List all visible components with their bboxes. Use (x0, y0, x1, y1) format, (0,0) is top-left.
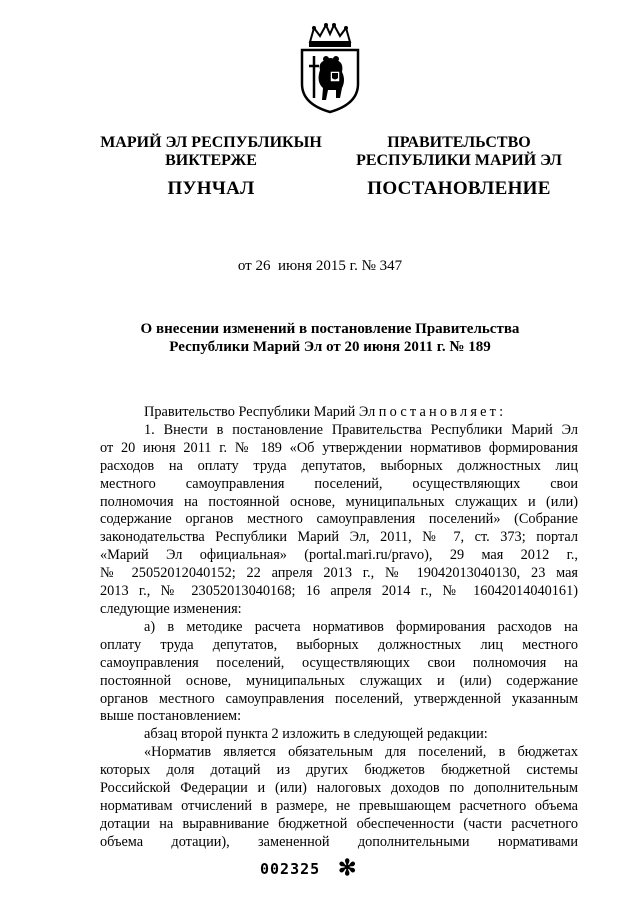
body-line: № 25052012040152; 22 апреля 2013 г., № 19042013040130, 23 мая (100, 565, 578, 582)
body-line: законодательства Республики Марий Эл, 2011, № 7, ст. 373; портал (100, 529, 578, 546)
body-line: нормативам отчислений в размере, не превышающем расчетного объема (100, 797, 578, 814)
body-line: оплату труда депутатов, выборных должностных лиц местного (100, 636, 578, 653)
document-title-line2: Республики Марий Эл от 20 июня 2011 г. № 189 (169, 339, 491, 355)
header-mari (92, 134, 330, 198)
header-russian-line1: ПРАВИТЕЛЬСТВО (387, 134, 531, 151)
body-line: 1. Внести в постановление Правительства Республики Марий Эл (144, 421, 578, 438)
body-line: выше постановлением: (100, 708, 242, 725)
body-line: самоуправления поселений, осуществляющих свои полномочия на (100, 654, 578, 671)
body-line: которых доля дотаций из других бюджетов бюджетной системы (100, 762, 578, 779)
body-line: от 20 июня 2011 г. № 189 «Об утверждении нормативов формирования (100, 439, 578, 456)
body-line: постоянной основе, муниципальных служащих и (или) содержание (100, 672, 578, 689)
body-line: «Норматив является обязательным для поселений, в бюджетах (144, 744, 578, 761)
header-mari-line1: МАРИЙ ЭЛ РЕСПУБЛИКЫН (100, 134, 322, 151)
body-intro (100, 404, 578, 422)
coat-of-arms-icon (296, 22, 364, 114)
document-body (100, 404, 578, 852)
body-line: местного самоуправления поселений, осуществляющих свои (100, 475, 578, 492)
body-line: дотации на выравнивание бюджетной обеспеченности (части расчетного (100, 815, 578, 832)
body-line: полномочия на постоянной основе, муниципальных служащих и (или) (100, 493, 578, 510)
body-line: Российской Федерации и (или) налоговых доходов по дополнительным (100, 780, 578, 797)
body-line: содержание органов местного самоуправления поселений» (Собрание (100, 511, 578, 528)
body-line: а) в методике расчета нормативов формирования расходов на (144, 618, 578, 635)
document-date: от 26 июня 2015 г. № 347 (237, 258, 403, 274)
body-line: органов местного самоуправления поселений, утвержденной указанным (100, 690, 578, 707)
form-serial-number: 002325 (260, 860, 321, 878)
document-title (120, 320, 540, 356)
body-intro-verb: постановляет: (378, 404, 507, 420)
header-mari-doc-type: ПУНЧАЛ (167, 178, 255, 199)
body-line: объема дотации), замененной дополнительными нормативами (100, 833, 578, 850)
document-title-line1: О внесении изменений в постановление Правительства (140, 321, 520, 337)
asterisk-mark: ✻ (338, 855, 357, 880)
body-lines (100, 422, 578, 852)
header-russian-line2: РЕСПУБЛИКИ МАРИЙ ЭЛ (356, 152, 562, 169)
body-line: следующие изменения: (100, 600, 242, 617)
body-line: «Марий Эл официальная» (portal.mari.ru/pravo), 29 мая 2012 г., (100, 547, 578, 564)
body-line: абзац второй пункта 2 изложить в следующей редакции: (144, 726, 488, 743)
body-intro-prefix: Правительство Республики Марий Эл (144, 404, 376, 420)
header-russian-doc-type: ПОСТАНОВЛЕНИЕ (367, 178, 551, 199)
body-line: расходов на оплату труда депутатов, выборных должностных лиц (100, 457, 578, 474)
header-mari-line2: ВИКТЕРЖЕ (165, 152, 257, 169)
body-line: 2013 г., № 23052013040168; 16 апреля 2014 г., № 16042014040161) (100, 583, 578, 600)
header-russian (342, 134, 576, 198)
